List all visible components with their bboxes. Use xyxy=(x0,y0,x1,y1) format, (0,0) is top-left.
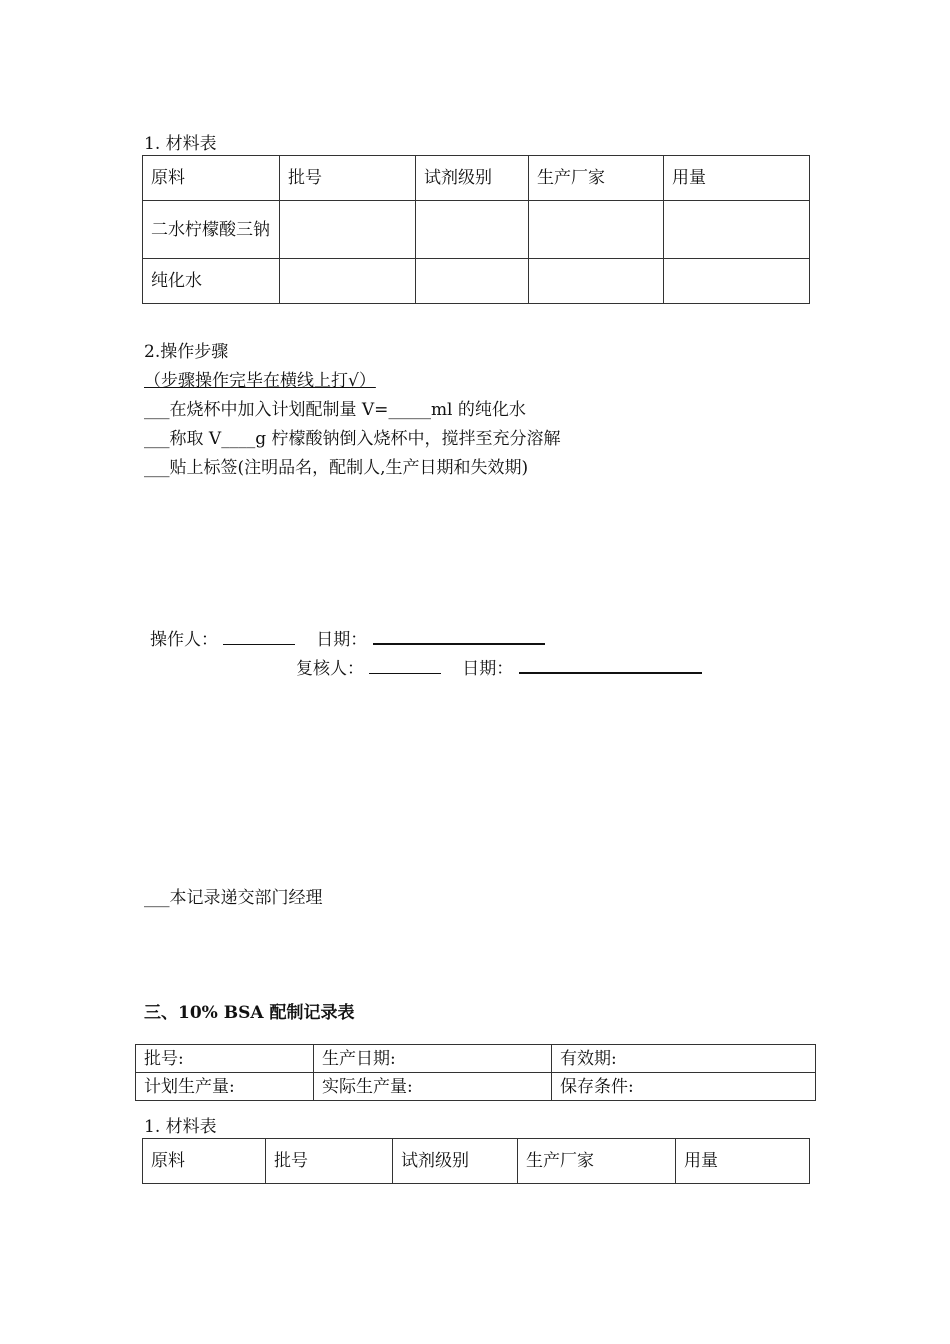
header-cell-material: 原料 xyxy=(143,1139,266,1184)
step-1 xyxy=(144,395,526,420)
cell-amount[interactable] xyxy=(664,201,810,259)
header-cell-amount: 用量 xyxy=(664,156,810,201)
bsa-info-table xyxy=(135,1044,816,1101)
header-cell-batch: 批号 xyxy=(280,156,416,201)
table-header-row xyxy=(143,156,810,201)
header-cell-grade: 试剂级别 xyxy=(416,156,529,201)
actual-quantity-field[interactable]: 实际生产量: xyxy=(314,1073,552,1101)
step-checkbox-blank[interactable]: ___ xyxy=(144,888,170,908)
header-cell-manufacturer: 生产厂家 xyxy=(518,1139,676,1184)
header-cell-manufacturer: 生产厂家 xyxy=(529,156,664,201)
date-label: 日期： xyxy=(316,630,368,650)
reviewer-signature-line xyxy=(296,654,702,679)
steps-heading: 2.操作步骤 xyxy=(144,342,229,362)
step-text: 贴上标签(注明品名，配制人,生产日期和失效期) xyxy=(169,458,529,478)
final-step xyxy=(144,883,323,908)
step-text: 在烧杯中加入计划配制量 V= xyxy=(169,400,389,420)
volume-blank[interactable]: _____ xyxy=(388,400,431,420)
table-row xyxy=(143,259,810,304)
weight-blank[interactable]: ____ xyxy=(221,429,256,449)
step-text: 称取 V xyxy=(169,429,222,449)
step-checkbox-blank[interactable]: ___ xyxy=(144,429,170,449)
planned-quantity-field[interactable]: 计划生产量: xyxy=(136,1073,314,1101)
cell-manufacturer[interactable] xyxy=(529,259,664,304)
step-checkbox-blank[interactable]: ___ xyxy=(144,458,170,478)
cell-material-name: 纯化水 xyxy=(143,259,280,304)
table-row xyxy=(136,1045,816,1073)
cell-material-name: 二水柠檬酸三钠 xyxy=(143,201,280,259)
reviewer-signature-field[interactable] xyxy=(369,657,441,674)
header-cell-batch: 批号 xyxy=(266,1139,393,1184)
cell-grade[interactable] xyxy=(416,201,529,259)
bsa-materials-heading: 1. 材料表 xyxy=(144,1117,217,1137)
bsa-materials-table xyxy=(142,1138,810,1184)
production-date-field[interactable]: 生产日期: xyxy=(314,1045,552,1073)
date-label: 日期： xyxy=(462,659,514,679)
reviewer-date-field[interactable] xyxy=(519,656,702,674)
step-text: g 柠檬酸钠倒入烧杯中，搅拌至充分溶解 xyxy=(255,429,561,449)
header-cell-grade: 试剂级别 xyxy=(393,1139,518,1184)
reviewer-label: 复核人： xyxy=(296,659,364,679)
cell-amount[interactable] xyxy=(664,259,810,304)
table-row xyxy=(136,1073,816,1101)
cell-batch[interactable] xyxy=(280,201,416,259)
materials-table xyxy=(142,155,810,304)
header-cell-amount: 用量 xyxy=(676,1139,810,1184)
cell-grade[interactable] xyxy=(416,259,529,304)
operator-signature-line xyxy=(150,625,545,650)
operator-signature-field[interactable] xyxy=(223,628,295,645)
bsa-record-title: 三、10% BSA 配制记录表 xyxy=(144,1003,355,1023)
step-2 xyxy=(144,424,560,449)
cell-manufacturer[interactable] xyxy=(529,201,664,259)
header-cell-material: 原料 xyxy=(143,156,280,201)
operator-date-field[interactable] xyxy=(373,627,545,645)
cell-batch[interactable] xyxy=(280,259,416,304)
step-text: 本记录递交部门经理 xyxy=(169,888,323,908)
expiry-field[interactable]: 有效期: xyxy=(552,1045,816,1073)
table-row xyxy=(143,201,810,259)
step-text: ml 的纯化水 xyxy=(430,400,526,420)
materials-heading: 1. 材料表 xyxy=(144,134,217,154)
step-3 xyxy=(144,453,528,478)
storage-condition-field[interactable]: 保存条件: xyxy=(552,1073,816,1101)
operator-label: 操作人： xyxy=(150,630,218,650)
steps-note: （步骤操作完毕在横线上打√） xyxy=(144,371,376,391)
table-header-row xyxy=(143,1139,810,1184)
batch-field[interactable]: 批号: xyxy=(136,1045,314,1073)
step-checkbox-blank[interactable]: ___ xyxy=(144,400,170,420)
